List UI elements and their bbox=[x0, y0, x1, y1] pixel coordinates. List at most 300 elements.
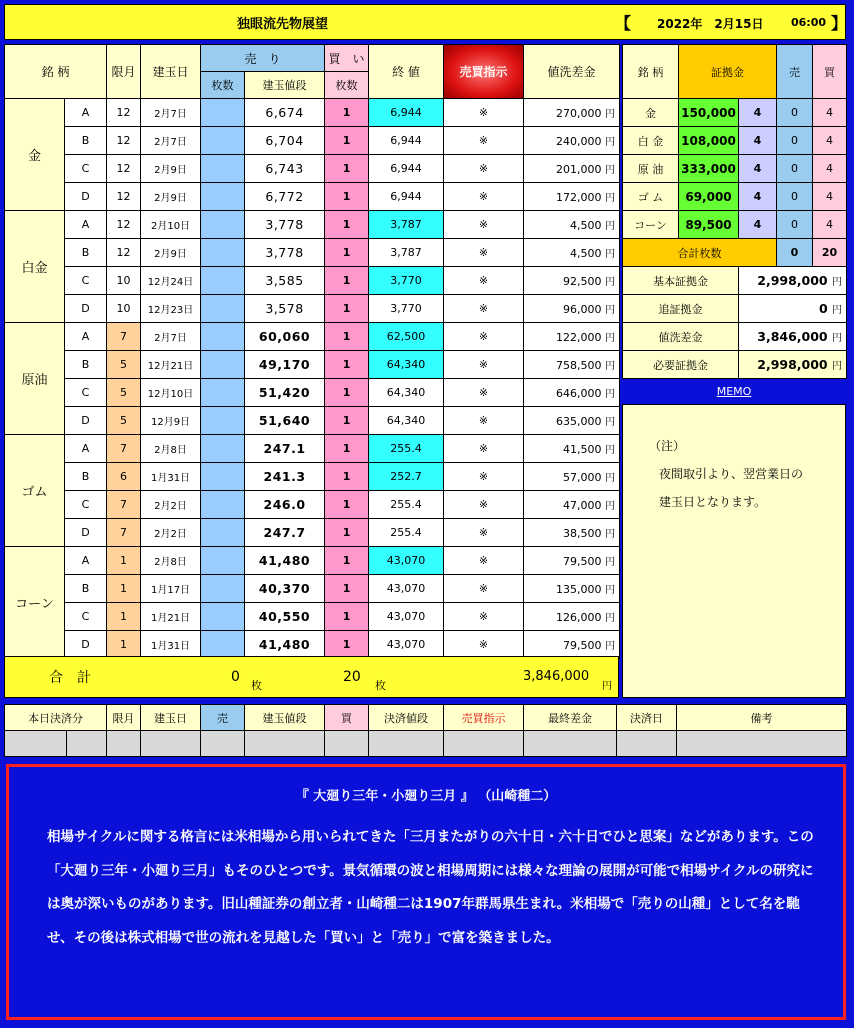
month-cell: 12 bbox=[107, 99, 141, 127]
summary-value: 3,846,000 bbox=[757, 329, 828, 344]
row-label: D bbox=[65, 407, 107, 435]
open-date-cell: 2月2日 bbox=[141, 519, 201, 547]
sell-count-cell[interactable] bbox=[201, 491, 245, 519]
buy-count-cell[interactable]: 1 bbox=[325, 323, 369, 351]
buy-count-cell[interactable]: 1 bbox=[325, 491, 369, 519]
diff-value: 92,500 bbox=[563, 275, 602, 288]
buy-count-cell[interactable]: 1 bbox=[325, 267, 369, 295]
open-price-cell[interactable]: 3,778 bbox=[245, 211, 325, 239]
margin-total-label: 合計枚数 bbox=[623, 239, 777, 267]
settle-cell bbox=[141, 731, 201, 757]
signal-cell: ※ bbox=[444, 155, 524, 183]
row-label: D bbox=[65, 519, 107, 547]
settle-header-month: 限月 bbox=[107, 705, 141, 731]
open-date-cell: 2月9日 bbox=[141, 155, 201, 183]
table-row bbox=[5, 211, 620, 239]
margin-summary-row bbox=[623, 267, 847, 295]
month-cell: 12 bbox=[107, 239, 141, 267]
diff-value: 96,000 bbox=[563, 303, 602, 316]
buy-count-cell[interactable]: 1 bbox=[325, 519, 369, 547]
signal-cell: ※ bbox=[444, 575, 524, 603]
settle-header-final-diff: 最終差金 bbox=[524, 705, 617, 731]
header-month: 限月 bbox=[107, 45, 141, 99]
symbol-group: 白金 bbox=[5, 211, 65, 323]
table-row bbox=[5, 155, 620, 183]
open-price-cell[interactable]: 246.0 bbox=[245, 491, 325, 519]
header-buy-count: 枚数 bbox=[325, 72, 369, 99]
totals-buy-unit: 枚 bbox=[375, 679, 386, 692]
diff-cell bbox=[524, 267, 620, 295]
sell-count-cell[interactable] bbox=[201, 99, 245, 127]
close-price-cell: 3,787 bbox=[369, 239, 444, 267]
open-price-cell[interactable]: 49,170 bbox=[245, 351, 325, 379]
buy-count-cell[interactable]: 1 bbox=[325, 99, 369, 127]
settle-header-settle-date: 決済日 bbox=[617, 705, 677, 731]
table-row bbox=[5, 407, 620, 435]
close-price-cell: 43,070 bbox=[369, 547, 444, 575]
diff-value: 172,000 bbox=[556, 191, 602, 204]
settle-header-buy: 買 bbox=[325, 705, 369, 731]
header-open-price: 建玉値段 bbox=[245, 72, 325, 99]
open-date-cell: 2月2日 bbox=[141, 491, 201, 519]
yen-unit: 円 bbox=[605, 529, 616, 540]
diff-cell bbox=[524, 99, 620, 127]
sell-count-cell[interactable] bbox=[201, 435, 245, 463]
open-date-cell: 1月17日 bbox=[141, 575, 201, 603]
sell-count-cell[interactable] bbox=[201, 267, 245, 295]
margin-multiplier: 4 bbox=[739, 211, 777, 239]
open-price-cell[interactable]: 41,480 bbox=[245, 547, 325, 575]
diff-cell bbox=[524, 351, 620, 379]
open-price-cell[interactable]: 3,778 bbox=[245, 239, 325, 267]
month-cell: 12 bbox=[107, 183, 141, 211]
diff-value: 47,000 bbox=[563, 499, 602, 512]
diff-cell bbox=[524, 463, 620, 491]
header-sell: 売 り bbox=[201, 45, 325, 72]
settle-cell bbox=[245, 731, 325, 757]
margin-buy-count: 4 bbox=[813, 99, 847, 127]
open-price-cell[interactable]: 41,480 bbox=[245, 631, 325, 659]
margin-header-amount: 証拠金 bbox=[679, 45, 777, 99]
sell-count-cell[interactable] bbox=[201, 323, 245, 351]
summary-value-cell bbox=[739, 295, 847, 323]
table-row bbox=[5, 183, 620, 211]
open-date-cell: 1月31日 bbox=[141, 631, 201, 659]
open-date-cell: 2月7日 bbox=[141, 127, 201, 155]
sell-count-cell[interactable] bbox=[201, 127, 245, 155]
sell-count-cell[interactable] bbox=[201, 407, 245, 435]
margin-summary-row bbox=[623, 323, 847, 351]
open-date-cell: 2月9日 bbox=[141, 183, 201, 211]
signal-cell: ※ bbox=[444, 99, 524, 127]
open-price-cell[interactable]: 247.7 bbox=[245, 519, 325, 547]
diff-cell bbox=[524, 127, 620, 155]
month-cell: 12 bbox=[107, 155, 141, 183]
sell-count-cell[interactable] bbox=[201, 183, 245, 211]
open-date-cell: 2月8日 bbox=[141, 435, 201, 463]
margin-total-sell: 0 bbox=[777, 239, 813, 267]
row-label: D bbox=[65, 183, 107, 211]
yen-unit: 円 bbox=[832, 277, 842, 288]
margin-symbol: 原 油 bbox=[623, 155, 679, 183]
close-price-cell: 3,770 bbox=[369, 295, 444, 323]
signal-cell: ※ bbox=[444, 519, 524, 547]
month-cell: 10 bbox=[107, 267, 141, 295]
diff-cell bbox=[524, 295, 620, 323]
close-price-cell: 6,944 bbox=[369, 99, 444, 127]
margin-amount: 108,000 bbox=[679, 127, 739, 155]
memo-line-2: 夜間取引より、翌営業日の bbox=[659, 467, 804, 481]
month-cell: 1 bbox=[107, 631, 141, 659]
yen-unit: 円 bbox=[605, 613, 616, 624]
totals-yen: 円 bbox=[602, 681, 612, 692]
buy-count-cell[interactable]: 1 bbox=[325, 155, 369, 183]
header-open-date: 建玉日 bbox=[141, 45, 201, 99]
settle-header-today: 本日決済分 bbox=[5, 705, 107, 731]
margin-buy-count: 4 bbox=[813, 155, 847, 183]
row-label: B bbox=[65, 127, 107, 155]
margin-header-buy: 買 bbox=[813, 45, 847, 99]
settle-cell bbox=[201, 731, 245, 757]
settle-cell bbox=[617, 731, 677, 757]
close-price-cell: 6,944 bbox=[369, 127, 444, 155]
yen-unit: 円 bbox=[832, 333, 842, 344]
row-label: C bbox=[65, 155, 107, 183]
diff-cell bbox=[524, 491, 620, 519]
month-cell: 7 bbox=[107, 435, 141, 463]
row-label: B bbox=[65, 351, 107, 379]
memo-line-3: 建玉日となります。 bbox=[659, 495, 767, 509]
yen-unit: 円 bbox=[605, 445, 616, 456]
yen-unit: 円 bbox=[605, 557, 616, 568]
diff-value: 240,000 bbox=[556, 135, 602, 148]
margin-header-symbol: 銘 柄 bbox=[623, 45, 679, 99]
month-cell: 1 bbox=[107, 603, 141, 631]
row-label: A bbox=[65, 99, 107, 127]
buy-count-cell[interactable]: 1 bbox=[325, 631, 369, 659]
yen-unit: 円 bbox=[605, 109, 616, 120]
settle-cell bbox=[369, 731, 444, 757]
quote-body: 相場サイクルに関する格言には米相場から用いられてきた「三月またがりの六十日・六十日でひと思案」などがあります。この「大廻り三年・小廻り三月」もそのひとつです。景気循環の波と相場周期には様々な理論の展開が可能で相場サイクルの研究には奥が深いものがあります。旧山種証券の創立者・山崎種二は1907年群馬県生まれ。米相場で「売りの山種」として名を馳せ、その後は株式相場で世の流れを見越した「買い」と「売り」で富を築きました。 bbox=[47, 829, 814, 946]
settle-cell bbox=[67, 731, 107, 757]
diff-value: 41,500 bbox=[563, 443, 602, 456]
sell-count-cell[interactable] bbox=[201, 519, 245, 547]
margin-buy-count: 4 bbox=[813, 183, 847, 211]
month-cell: 12 bbox=[107, 127, 141, 155]
close-price-cell: 252.7 bbox=[369, 463, 444, 491]
settle-cell bbox=[107, 731, 141, 757]
yen-unit: 円 bbox=[605, 137, 616, 148]
settle-header-settle-price: 決済値段 bbox=[369, 705, 444, 731]
signal-cell: ※ bbox=[444, 463, 524, 491]
margin-symbol: ゴ ム bbox=[623, 183, 679, 211]
open-date-cell: 12月23日 bbox=[141, 295, 201, 323]
settle-cell bbox=[444, 731, 524, 757]
open-date-cell: 2月7日 bbox=[141, 323, 201, 351]
table-row bbox=[5, 295, 620, 323]
yen-unit: 円 bbox=[605, 473, 616, 484]
summary-value: 2,998,000 bbox=[757, 273, 828, 288]
close-price-cell: 6,944 bbox=[369, 155, 444, 183]
yen-unit: 円 bbox=[605, 641, 616, 652]
margin-total-buy: 20 bbox=[813, 239, 847, 267]
settle-header-notes: 備考 bbox=[677, 705, 847, 731]
yen-unit: 円 bbox=[832, 305, 842, 316]
diff-cell bbox=[524, 519, 620, 547]
open-price-cell[interactable]: 241.3 bbox=[245, 463, 325, 491]
margin-sell-count: 0 bbox=[777, 99, 813, 127]
settle-cell bbox=[325, 731, 369, 757]
signal-cell: ※ bbox=[444, 435, 524, 463]
row-label: A bbox=[65, 211, 107, 239]
margin-multiplier: 4 bbox=[739, 127, 777, 155]
open-price-cell[interactable]: 6,743 bbox=[245, 155, 325, 183]
sell-count-cell[interactable] bbox=[201, 603, 245, 631]
margin-header-sell: 売 bbox=[777, 45, 813, 99]
settle-header-open-date: 建玉日 bbox=[141, 705, 201, 731]
open-price-cell[interactable]: 51,640 bbox=[245, 407, 325, 435]
table-row bbox=[5, 127, 620, 155]
month-cell: 7 bbox=[107, 519, 141, 547]
quote-title: 『 大廻り三年・小廻り三月 』 （山崎種二） bbox=[295, 789, 557, 804]
row-label: B bbox=[65, 463, 107, 491]
row-label: B bbox=[65, 575, 107, 603]
totals-diff: 3,846,000 bbox=[523, 669, 590, 684]
sell-count-cell[interactable] bbox=[201, 575, 245, 603]
open-price-cell[interactable]: 60,060 bbox=[245, 323, 325, 351]
signal-cell: ※ bbox=[444, 127, 524, 155]
yen-unit: 円 bbox=[605, 389, 616, 400]
open-date-cell: 1月21日 bbox=[141, 603, 201, 631]
table-row bbox=[5, 323, 620, 351]
header-symbol: 銘 柄 bbox=[5, 45, 107, 99]
margin-sell-count: 0 bbox=[777, 211, 813, 239]
month-cell: 10 bbox=[107, 295, 141, 323]
close-price-cell: 64,340 bbox=[369, 351, 444, 379]
buy-count-cell[interactable]: 1 bbox=[325, 127, 369, 155]
table-row bbox=[5, 239, 620, 267]
yen-unit: 円 bbox=[605, 501, 616, 512]
open-price-cell[interactable]: 40,370 bbox=[245, 575, 325, 603]
table-row bbox=[5, 267, 620, 295]
open-date-cell: 12月24日 bbox=[141, 267, 201, 295]
open-price-cell[interactable]: 6,772 bbox=[245, 183, 325, 211]
yen-unit: 円 bbox=[605, 193, 616, 204]
memo-line-1: （注） bbox=[649, 439, 686, 453]
open-date-cell: 2月7日 bbox=[141, 99, 201, 127]
signal-cell: ※ bbox=[444, 267, 524, 295]
report-time: 06:00 bbox=[791, 16, 827, 29]
table-row bbox=[5, 99, 620, 127]
summary-value: 0 bbox=[818, 301, 828, 316]
signal-cell: ※ bbox=[444, 379, 524, 407]
open-price-cell[interactable]: 3,585 bbox=[245, 267, 325, 295]
row-label: C bbox=[65, 491, 107, 519]
diff-cell bbox=[524, 435, 620, 463]
buy-count-cell[interactable]: 1 bbox=[325, 463, 369, 491]
close-price-cell: 3,787 bbox=[369, 211, 444, 239]
diff-cell bbox=[524, 547, 620, 575]
buy-count-cell[interactable]: 1 bbox=[325, 603, 369, 631]
totals-sell-count: 0 bbox=[231, 669, 240, 685]
sell-count-cell[interactable] bbox=[201, 295, 245, 323]
buy-count-cell[interactable]: 1 bbox=[325, 211, 369, 239]
margin-multiplier: 4 bbox=[739, 183, 777, 211]
row-label: A bbox=[65, 547, 107, 575]
table-row bbox=[5, 603, 620, 631]
summary-value: 2,998,000 bbox=[757, 357, 828, 372]
open-date-cell: 12月21日 bbox=[141, 351, 201, 379]
open-date-cell: 2月10日 bbox=[141, 211, 201, 239]
diff-cell bbox=[524, 407, 620, 435]
yen-unit: 円 bbox=[605, 417, 616, 428]
table-row bbox=[5, 575, 620, 603]
margin-row bbox=[623, 155, 847, 183]
margin-sell-count: 0 bbox=[777, 183, 813, 211]
yen-unit: 円 bbox=[832, 361, 842, 372]
yen-unit: 円 bbox=[605, 249, 616, 260]
buy-count-cell[interactable]: 1 bbox=[325, 435, 369, 463]
sell-count-cell[interactable] bbox=[201, 547, 245, 575]
month-cell: 5 bbox=[107, 407, 141, 435]
signal-cell: ※ bbox=[444, 239, 524, 267]
diff-value: 4,500 bbox=[570, 247, 602, 260]
page-title: 独眼流先物展望 bbox=[237, 17, 329, 32]
header-signal: 売買指示 bbox=[444, 45, 524, 99]
close-price-cell: 43,070 bbox=[369, 603, 444, 631]
open-price-cell[interactable]: 40,550 bbox=[245, 603, 325, 631]
row-label: D bbox=[65, 631, 107, 659]
margin-amount: 89,500 bbox=[679, 211, 739, 239]
symbol-group: 原油 bbox=[5, 323, 65, 435]
sell-count-cell[interactable] bbox=[201, 351, 245, 379]
sell-count-cell[interactable] bbox=[201, 155, 245, 183]
bracket-open: 【 bbox=[615, 14, 632, 33]
diff-value: 4,500 bbox=[570, 219, 602, 232]
summary-label: 基本証拠金 bbox=[623, 267, 739, 295]
summary-value-cell bbox=[739, 267, 847, 295]
signal-cell: ※ bbox=[444, 547, 524, 575]
diff-value: 79,500 bbox=[563, 555, 602, 568]
diff-cell bbox=[524, 323, 620, 351]
quote-box bbox=[6, 764, 846, 1020]
signal-cell: ※ bbox=[444, 295, 524, 323]
memo-link-bar bbox=[622, 380, 846, 402]
sell-count-cell[interactable] bbox=[201, 211, 245, 239]
open-price-cell[interactable]: 51,420 bbox=[245, 379, 325, 407]
totals-row bbox=[4, 656, 619, 698]
close-price-cell: 6,944 bbox=[369, 183, 444, 211]
close-price-cell: 43,070 bbox=[369, 575, 444, 603]
buy-count-cell[interactable]: 1 bbox=[325, 575, 369, 603]
memo-link[interactable]: MEMO bbox=[716, 385, 752, 398]
signal-cell: ※ bbox=[444, 351, 524, 379]
symbol-group: コーン bbox=[5, 547, 65, 659]
close-price-cell: 255.4 bbox=[369, 491, 444, 519]
table-row bbox=[5, 463, 620, 491]
summary-label: 追証拠金 bbox=[623, 295, 739, 323]
open-price-cell[interactable]: 6,704 bbox=[245, 127, 325, 155]
memo-panel bbox=[622, 404, 846, 698]
sell-count-cell[interactable] bbox=[201, 379, 245, 407]
title-bar bbox=[4, 4, 846, 40]
yen-unit: 円 bbox=[605, 361, 616, 372]
sell-count-cell[interactable] bbox=[201, 631, 245, 659]
month-cell: 7 bbox=[107, 491, 141, 519]
sell-count-cell[interactable] bbox=[201, 463, 245, 491]
settle-header-open-price: 建玉値段 bbox=[245, 705, 325, 731]
margin-buy-count: 4 bbox=[813, 211, 847, 239]
yen-unit: 円 bbox=[605, 585, 616, 596]
margin-symbol: コーン bbox=[623, 211, 679, 239]
diff-value: 57,000 bbox=[563, 471, 602, 484]
row-label: A bbox=[65, 435, 107, 463]
close-price-cell: 255.4 bbox=[369, 435, 444, 463]
margin-row bbox=[623, 211, 847, 239]
yen-unit: 円 bbox=[605, 221, 616, 232]
buy-count-cell[interactable]: 1 bbox=[325, 547, 369, 575]
diff-value: 122,000 bbox=[556, 331, 602, 344]
diff-cell bbox=[524, 379, 620, 407]
open-price-cell[interactable]: 6,674 bbox=[245, 99, 325, 127]
signal-cell: ※ bbox=[444, 603, 524, 631]
summary-label: 値洗差金 bbox=[623, 323, 739, 351]
diff-cell bbox=[524, 603, 620, 631]
symbol-group: ゴム bbox=[5, 435, 65, 547]
close-price-cell: 43,070 bbox=[369, 631, 444, 659]
buy-count-cell[interactable]: 1 bbox=[325, 407, 369, 435]
close-price-cell: 255.4 bbox=[369, 519, 444, 547]
signal-cell: ※ bbox=[444, 323, 524, 351]
yen-unit: 円 bbox=[605, 333, 616, 344]
table-row bbox=[5, 547, 620, 575]
table-row bbox=[5, 631, 620, 659]
buy-count-cell[interactable]: 1 bbox=[325, 379, 369, 407]
signal-cell: ※ bbox=[444, 183, 524, 211]
signal-cell: ※ bbox=[444, 211, 524, 239]
table-row bbox=[5, 351, 620, 379]
sell-count-cell[interactable] bbox=[201, 239, 245, 267]
buy-count-cell[interactable]: 1 bbox=[325, 239, 369, 267]
diff-value: 201,000 bbox=[556, 163, 602, 176]
signal-cell: ※ bbox=[444, 631, 524, 659]
diff-cell bbox=[524, 183, 620, 211]
open-date-cell: 2月8日 bbox=[141, 547, 201, 575]
diff-cell bbox=[524, 155, 620, 183]
margin-amount: 150,000 bbox=[679, 99, 739, 127]
table-row bbox=[5, 435, 620, 463]
diff-value: 758,500 bbox=[556, 359, 602, 372]
month-cell: 5 bbox=[107, 379, 141, 407]
buy-count-cell[interactable]: 1 bbox=[325, 295, 369, 323]
margin-row bbox=[623, 99, 847, 127]
margin-symbol: 金 bbox=[623, 99, 679, 127]
open-price-cell[interactable]: 3,578 bbox=[245, 295, 325, 323]
month-cell: 1 bbox=[107, 547, 141, 575]
symbol-group: 金 bbox=[5, 99, 65, 211]
margin-amount: 69,000 bbox=[679, 183, 739, 211]
diff-value: 135,000 bbox=[556, 583, 602, 596]
open-price-cell[interactable]: 247.1 bbox=[245, 435, 325, 463]
buy-count-cell[interactable]: 1 bbox=[325, 351, 369, 379]
buy-count-cell[interactable]: 1 bbox=[325, 183, 369, 211]
diff-cell bbox=[524, 211, 620, 239]
diff-cell bbox=[524, 631, 620, 659]
summary-value-cell bbox=[739, 323, 847, 351]
close-price-cell: 62,500 bbox=[369, 323, 444, 351]
open-date-cell: 12月10日 bbox=[141, 379, 201, 407]
margin-buy-count: 4 bbox=[813, 127, 847, 155]
